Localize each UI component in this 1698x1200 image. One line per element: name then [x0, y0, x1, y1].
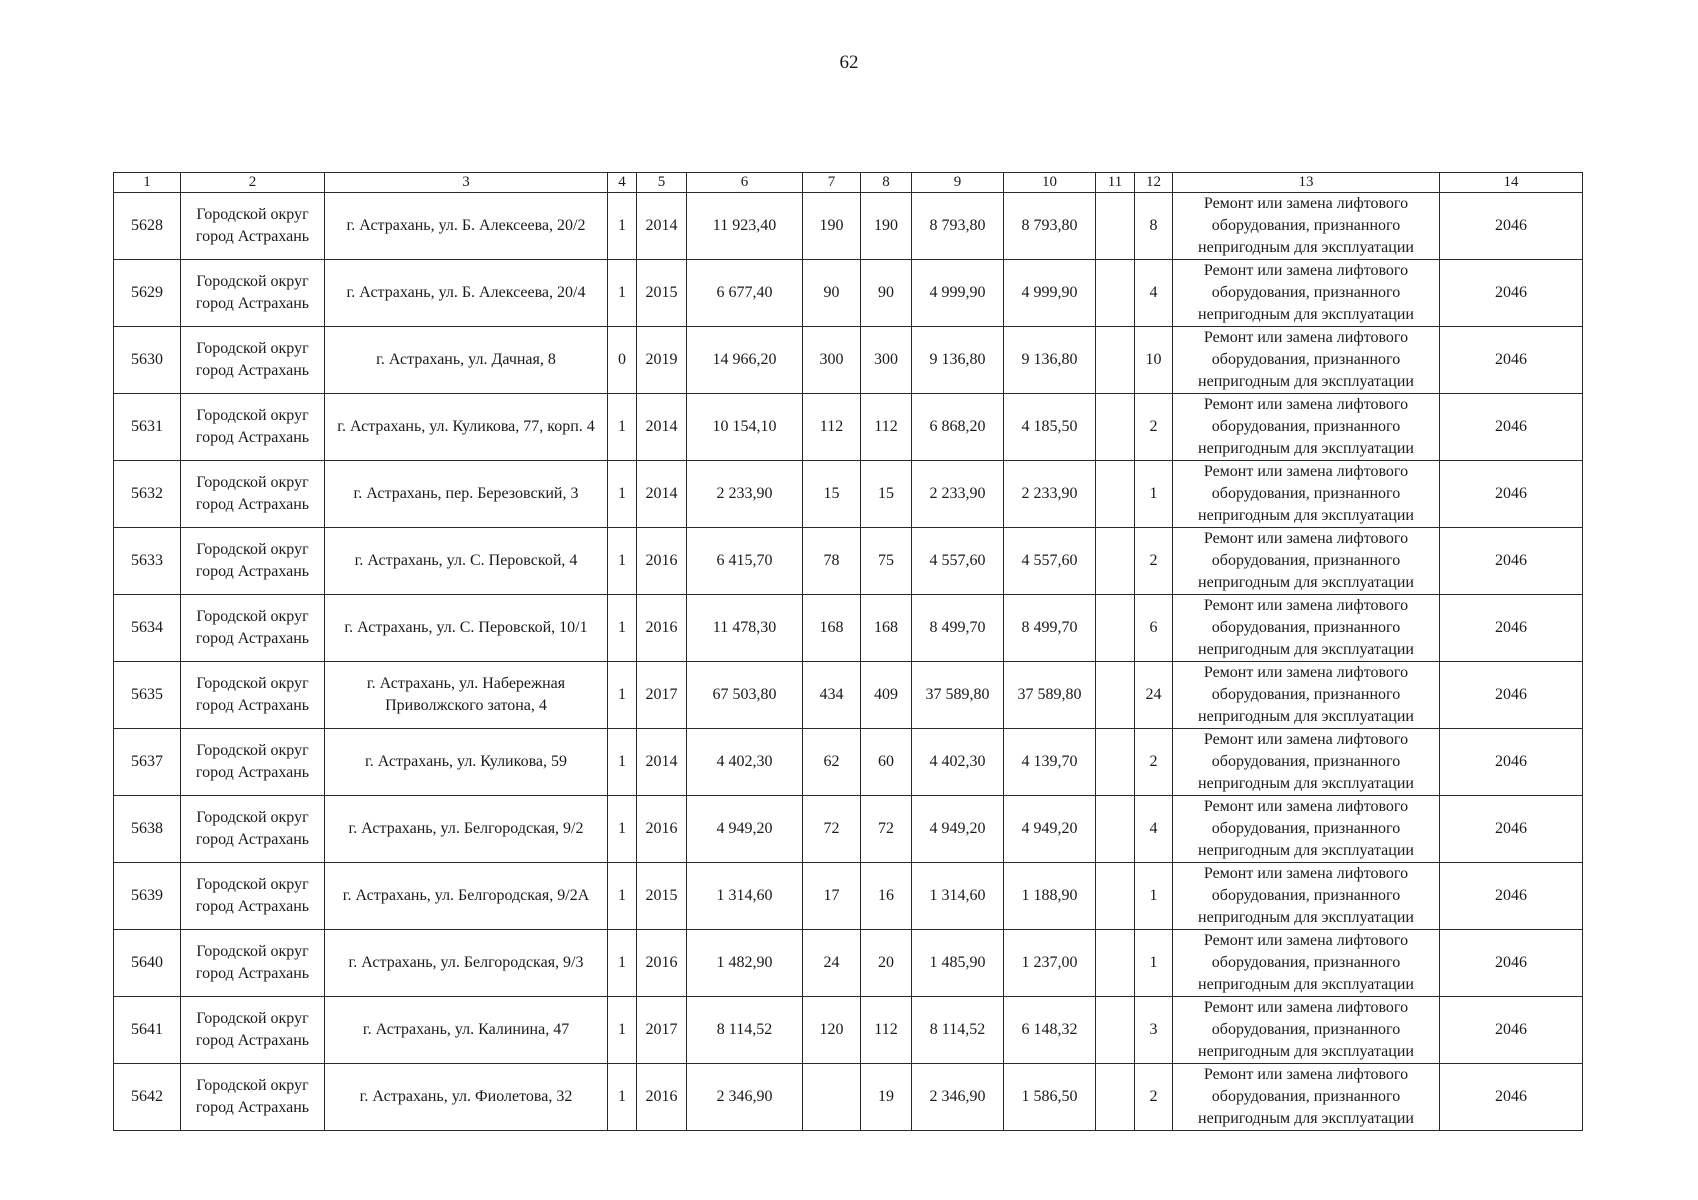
municipality-cell — [181, 461, 325, 528]
column-10-cell: 2 233,90 — [1004, 461, 1096, 528]
work-type-line: непригодным для эксплуатации — [1198, 909, 1414, 926]
municipality-line: Городской округ — [196, 407, 309, 424]
work-type-line: Ремонт или замена лифтового — [1203, 329, 1409, 346]
work-type-line: оборудования, признанного — [1211, 284, 1401, 301]
column-6-cell: 14 966,20 — [687, 327, 803, 394]
column-6-cell: 8 114,52 — [687, 997, 803, 1064]
column-9-cell: 8 114,52 — [912, 997, 1004, 1064]
column-10-cell: 1 188,90 — [1004, 863, 1096, 930]
column-4-cell: 1 — [608, 1064, 637, 1131]
column-number-header: 13 — [1173, 173, 1440, 193]
table-row — [114, 193, 1583, 260]
record-number-cell: 5633 — [114, 528, 181, 595]
municipality-line: Городской округ — [196, 608, 309, 625]
address-cell: г. Астрахань, ул. Калинина, 47 — [325, 997, 608, 1064]
work-type-line: непригодным для эксплуатации — [1198, 373, 1414, 390]
municipality-line: Городской округ — [196, 876, 309, 893]
column-8-cell: 75 — [861, 528, 912, 595]
column-12-cell: 1 — [1135, 863, 1173, 930]
record-number-cell: 5640 — [114, 930, 181, 997]
column-6-cell: 2 346,90 — [687, 1064, 803, 1131]
column-8-cell: 16 — [861, 863, 912, 930]
column-4-cell: 1 — [608, 193, 637, 260]
column-7-cell: 434 — [803, 662, 861, 729]
municipality-line: город Астрахань — [195, 362, 310, 379]
column-11-cell — [1096, 461, 1135, 528]
municipality-line: город Астрахань — [195, 1032, 310, 1049]
column-11-cell — [1096, 394, 1135, 461]
municipality-line: город Астрахань — [195, 295, 310, 312]
work-type-cell — [1173, 729, 1440, 796]
column-8-cell: 409 — [861, 662, 912, 729]
address-cell: г. Астрахань, ул. Фиолетова, 32 — [325, 1064, 608, 1131]
municipality-line: город Астрахань — [195, 1099, 310, 1116]
column-6-cell: 1 314,60 — [687, 863, 803, 930]
work-type-line: непригодным для эксплуатации — [1198, 507, 1414, 524]
year-cell: 2014 — [637, 394, 687, 461]
work-type-cell — [1173, 193, 1440, 260]
column-7-cell: 17 — [803, 863, 861, 930]
column-9-cell: 8 793,80 — [912, 193, 1004, 260]
column-6-cell: 6 415,70 — [687, 528, 803, 595]
work-type-line: Ремонт или замена лифтового — [1203, 1066, 1409, 1083]
record-number-cell: 5639 — [114, 863, 181, 930]
column-10-cell: 37 589,80 — [1004, 662, 1096, 729]
column-9-cell: 4 402,30 — [912, 729, 1004, 796]
work-type-cell — [1173, 662, 1440, 729]
column-4-cell: 1 — [608, 528, 637, 595]
address-cell: г. Астрахань, ул. Белгородская, 9/2А — [325, 863, 608, 930]
work-type-line: непригодным для эксплуатации — [1198, 1043, 1414, 1060]
page-number: 62 — [839, 52, 859, 73]
table-header — [114, 173, 1583, 193]
column-11-cell — [1096, 997, 1135, 1064]
record-number-cell: 5630 — [114, 327, 181, 394]
column-6-cell: 4 949,20 — [687, 796, 803, 863]
address-cell: г. Астрахань, ул. Куликова, 59 — [325, 729, 608, 796]
work-type-line: Ремонт или замена лифтового — [1203, 463, 1409, 480]
column-number-header: 3 — [325, 173, 608, 193]
municipality-cell — [181, 1064, 325, 1131]
completion-year-cell: 2046 — [1440, 863, 1583, 930]
column-number-header: 9 — [912, 173, 1004, 193]
municipality-line: Городской округ — [196, 809, 309, 826]
column-12-cell: 2 — [1135, 394, 1173, 461]
address-cell: г. Астрахань, ул. Белгородская, 9/2 — [325, 796, 608, 863]
column-6-cell: 2 233,90 — [687, 461, 803, 528]
column-6-cell: 4 402,30 — [687, 729, 803, 796]
column-12-cell: 6 — [1135, 595, 1173, 662]
column-4-cell: 1 — [608, 930, 637, 997]
work-type-line: оборудования, признанного — [1211, 753, 1401, 770]
column-number-header: 10 — [1004, 173, 1096, 193]
column-4-cell: 0 — [608, 327, 637, 394]
column-4-cell: 1 — [608, 662, 637, 729]
work-type-line: Ремонт или замена лифтового — [1203, 396, 1409, 413]
column-10-cell: 4 557,60 — [1004, 528, 1096, 595]
work-type-cell — [1173, 1064, 1440, 1131]
year-cell: 2014 — [637, 729, 687, 796]
column-11-cell — [1096, 528, 1135, 595]
column-7-cell: 120 — [803, 997, 861, 1064]
municipality-cell — [181, 863, 325, 930]
column-4-cell: 1 — [608, 796, 637, 863]
completion-year-cell: 2046 — [1440, 461, 1583, 528]
column-10-cell: 4 185,50 — [1004, 394, 1096, 461]
work-type-line: Ремонт или замена лифтового — [1203, 865, 1409, 882]
completion-year-cell: 2046 — [1440, 662, 1583, 729]
work-type-line: Ремонт или замена лифтового — [1203, 262, 1409, 279]
municipality-line: Городской округ — [196, 474, 309, 491]
column-11-cell — [1096, 930, 1135, 997]
column-9-cell: 37 589,80 — [912, 662, 1004, 729]
year-cell: 2016 — [637, 930, 687, 997]
column-4-cell: 1 — [608, 863, 637, 930]
completion-year-cell: 2046 — [1440, 729, 1583, 796]
work-type-cell — [1173, 595, 1440, 662]
municipality-cell — [181, 394, 325, 461]
column-12-cell: 1 — [1135, 461, 1173, 528]
column-7-cell: 24 — [803, 930, 861, 997]
work-type-line: Ремонт или замена лифтового — [1203, 195, 1409, 212]
table-row — [114, 930, 1583, 997]
column-11-cell — [1096, 1064, 1135, 1131]
address-cell: г. Астрахань, ул. Б. Алексеева, 20/4 — [325, 260, 608, 327]
table-row — [114, 394, 1583, 461]
column-4-cell: 1 — [608, 595, 637, 662]
work-type-line: оборудования, признанного — [1211, 686, 1401, 703]
work-type-line: непригодным для эксплуатации — [1198, 1110, 1414, 1127]
municipality-line: город Астрахань — [195, 429, 310, 446]
column-12-cell: 2 — [1135, 528, 1173, 595]
work-type-line: непригодным для эксплуатации — [1198, 708, 1414, 725]
column-12-cell: 1 — [1135, 930, 1173, 997]
address-cell: г. Астрахань, ул. Дачная, 8 — [325, 327, 608, 394]
municipality-line: Городской округ — [196, 340, 309, 357]
column-10-cell: 1 237,00 — [1004, 930, 1096, 997]
work-type-cell — [1173, 327, 1440, 394]
municipality-cell — [181, 930, 325, 997]
column-number-header: 5 — [637, 173, 687, 193]
completion-year-cell: 2046 — [1440, 1064, 1583, 1131]
work-type-line: оборудования, признанного — [1211, 485, 1401, 502]
year-cell: 2016 — [637, 1064, 687, 1131]
municipality-cell — [181, 193, 325, 260]
column-number-header: 11 — [1096, 173, 1135, 193]
work-type-line: непригодным для эксплуатации — [1198, 976, 1414, 993]
address-cell: г. Астрахань, ул. Набережная Приволжского затона, 4 — [325, 662, 608, 729]
column-7-cell: 112 — [803, 394, 861, 461]
address-cell: г. Астрахань, ул. Белгородская, 9/3 — [325, 930, 608, 997]
municipality-line: Городской округ — [196, 742, 309, 759]
column-12-cell: 4 — [1135, 260, 1173, 327]
completion-year-cell: 2046 — [1440, 193, 1583, 260]
column-7-cell: 78 — [803, 528, 861, 595]
year-cell: 2016 — [637, 528, 687, 595]
table-row — [114, 595, 1583, 662]
column-6-cell: 6 677,40 — [687, 260, 803, 327]
year-cell: 2016 — [637, 595, 687, 662]
column-7-cell: 15 — [803, 461, 861, 528]
municipality-line: Городской округ — [196, 1010, 309, 1027]
record-number-cell: 5635 — [114, 662, 181, 729]
work-type-line: оборудования, признанного — [1211, 954, 1401, 971]
work-type-cell — [1173, 796, 1440, 863]
column-11-cell — [1096, 327, 1135, 394]
work-type-line: непригодным для эксплуатации — [1198, 842, 1414, 859]
work-type-line: непригодным для эксплуатации — [1198, 440, 1414, 457]
column-10-cell: 9 136,80 — [1004, 327, 1096, 394]
work-type-line: оборудования, признанного — [1211, 619, 1401, 636]
column-11-cell — [1096, 595, 1135, 662]
column-12-cell: 8 — [1135, 193, 1173, 260]
column-11-cell — [1096, 260, 1135, 327]
table-row — [114, 997, 1583, 1064]
column-12-cell: 4 — [1135, 796, 1173, 863]
column-number-header: 12 — [1135, 173, 1173, 193]
column-11-cell — [1096, 193, 1135, 260]
column-8-cell: 112 — [861, 394, 912, 461]
column-number-header: 8 — [861, 173, 912, 193]
column-number-header: 2 — [181, 173, 325, 193]
column-8-cell: 60 — [861, 729, 912, 796]
column-12-cell: 24 — [1135, 662, 1173, 729]
work-type-cell — [1173, 461, 1440, 528]
municipality-line: город Астрахань — [195, 965, 310, 982]
municipality-line: город Астрахань — [195, 563, 310, 580]
completion-year-cell: 2046 — [1440, 394, 1583, 461]
column-6-cell: 67 503,80 — [687, 662, 803, 729]
column-8-cell: 112 — [861, 997, 912, 1064]
work-type-line: непригодным для эксплуатации — [1198, 574, 1414, 591]
address-cell: г. Астрахань, пер. Березовский, 3 — [325, 461, 608, 528]
column-9-cell: 4 999,90 — [912, 260, 1004, 327]
table-body — [114, 193, 1583, 1131]
municipality-line: Городской округ — [196, 675, 309, 692]
column-10-cell: 4 999,90 — [1004, 260, 1096, 327]
work-type-cell — [1173, 930, 1440, 997]
work-type-cell — [1173, 394, 1440, 461]
work-type-line: Ремонт или замена лифтового — [1203, 731, 1409, 748]
column-8-cell: 190 — [861, 193, 912, 260]
municipality-line: город Астрахань — [195, 228, 310, 245]
municipality-cell — [181, 260, 325, 327]
municipality-line: город Астрахань — [195, 764, 310, 781]
municipality-line: город Астрахань — [195, 898, 310, 915]
work-type-line: оборудования, признанного — [1211, 1088, 1401, 1105]
record-number-cell: 5637 — [114, 729, 181, 796]
record-number-cell: 5632 — [114, 461, 181, 528]
record-number-cell: 5629 — [114, 260, 181, 327]
completion-year-cell: 2046 — [1440, 528, 1583, 595]
column-4-cell: 1 — [608, 997, 637, 1064]
work-type-line: оборудования, признанного — [1211, 1021, 1401, 1038]
table-row — [114, 729, 1583, 796]
year-cell: 2014 — [637, 193, 687, 260]
work-type-line: оборудования, признанного — [1211, 552, 1401, 569]
work-type-line: Ремонт или замена лифтового — [1203, 932, 1409, 949]
work-type-line: Ремонт или замена лифтового — [1203, 597, 1409, 614]
table-row — [114, 863, 1583, 930]
column-7-cell: 90 — [803, 260, 861, 327]
work-type-line: оборудования, признанного — [1211, 351, 1401, 368]
completion-year-cell: 2046 — [1440, 327, 1583, 394]
table-row — [114, 327, 1583, 394]
municipality-cell — [181, 729, 325, 796]
municipality-line: город Астрахань — [195, 630, 310, 647]
completion-year-cell: 2046 — [1440, 260, 1583, 327]
column-7-cell: 190 — [803, 193, 861, 260]
municipality-line: Городской округ — [196, 1077, 309, 1094]
column-12-cell: 2 — [1135, 729, 1173, 796]
column-7-cell: 62 — [803, 729, 861, 796]
column-number-header: 1 — [114, 173, 181, 193]
address-cell: г. Астрахань, ул. Б. Алексеева, 20/2 — [325, 193, 608, 260]
column-8-cell: 90 — [861, 260, 912, 327]
work-type-line: Ремонт или замена лифтового — [1203, 530, 1409, 547]
column-6-cell: 10 154,10 — [687, 394, 803, 461]
table-row — [114, 528, 1583, 595]
column-11-cell — [1096, 863, 1135, 930]
municipality-cell — [181, 528, 325, 595]
work-type-cell — [1173, 260, 1440, 327]
work-type-cell — [1173, 528, 1440, 595]
address-cell: г. Астрахань, ул. С. Перовской, 10/1 — [325, 595, 608, 662]
column-8-cell: 300 — [861, 327, 912, 394]
column-10-cell: 6 148,32 — [1004, 997, 1096, 1064]
column-8-cell: 15 — [861, 461, 912, 528]
work-type-line: непригодным для эксплуатации — [1198, 775, 1414, 792]
record-number-cell: 5628 — [114, 193, 181, 260]
year-cell: 2016 — [637, 796, 687, 863]
column-10-cell: 4 139,70 — [1004, 729, 1096, 796]
completion-year-cell: 2046 — [1440, 796, 1583, 863]
column-4-cell: 1 — [608, 461, 637, 528]
column-9-cell: 1 485,90 — [912, 930, 1004, 997]
record-number-cell: 5641 — [114, 997, 181, 1064]
work-type-line: непригодным для эксплуатации — [1198, 239, 1414, 256]
column-9-cell: 1 314,60 — [912, 863, 1004, 930]
work-type-line: Ремонт или замена лифтового — [1203, 664, 1409, 681]
column-4-cell: 1 — [608, 394, 637, 461]
municipality-cell — [181, 327, 325, 394]
municipality-line: город Астрахань — [195, 496, 310, 513]
record-number-cell: 5631 — [114, 394, 181, 461]
column-12-cell: 10 — [1135, 327, 1173, 394]
municipality-cell — [181, 595, 325, 662]
work-type-line: оборудования, признанного — [1211, 820, 1401, 837]
work-type-line: непригодным для эксплуатации — [1198, 641, 1414, 658]
address-cell: г. Астрахань, ул. Куликова, 77, корп. 4 — [325, 394, 608, 461]
year-cell: 2015 — [637, 260, 687, 327]
work-type-line: непригодным для эксплуатации — [1198, 306, 1414, 323]
column-8-cell: 20 — [861, 930, 912, 997]
column-9-cell: 6 868,20 — [912, 394, 1004, 461]
municipality-cell — [181, 662, 325, 729]
column-8-cell: 168 — [861, 595, 912, 662]
municipality-line: город Астрахань — [195, 831, 310, 848]
column-8-cell: 72 — [861, 796, 912, 863]
column-7-cell: 168 — [803, 595, 861, 662]
column-9-cell: 9 136,80 — [912, 327, 1004, 394]
address-cell: г. Астрахань, ул. С. Перовской, 4 — [325, 528, 608, 595]
column-9-cell: 2 233,90 — [912, 461, 1004, 528]
work-type-line: оборудования, признанного — [1211, 887, 1401, 904]
column-number-header: 6 — [687, 173, 803, 193]
column-6-cell: 11 923,40 — [687, 193, 803, 260]
column-9-cell: 4 949,20 — [912, 796, 1004, 863]
column-8-cell: 19 — [861, 1064, 912, 1131]
municipality-line: Городской округ — [196, 541, 309, 558]
municipality-cell — [181, 997, 325, 1064]
column-4-cell: 1 — [608, 260, 637, 327]
year-cell: 2014 — [637, 461, 687, 528]
record-number-cell: 5642 — [114, 1064, 181, 1131]
column-9-cell: 2 346,90 — [912, 1064, 1004, 1131]
work-type-cell — [1173, 997, 1440, 1064]
column-number-row — [114, 173, 1583, 193]
column-9-cell: 4 557,60 — [912, 528, 1004, 595]
column-7-cell — [803, 1064, 861, 1131]
work-type-line: Ремонт или замена лифтового — [1203, 999, 1409, 1016]
table-row — [114, 1064, 1583, 1131]
year-cell: 2017 — [637, 662, 687, 729]
column-7-cell: 300 — [803, 327, 861, 394]
completion-year-cell: 2046 — [1440, 930, 1583, 997]
municipality-line: город Астрахань — [195, 697, 310, 714]
table-row — [114, 260, 1583, 327]
column-11-cell — [1096, 662, 1135, 729]
year-cell: 2015 — [637, 863, 687, 930]
column-12-cell: 3 — [1135, 997, 1173, 1064]
column-4-cell: 1 — [608, 729, 637, 796]
completion-year-cell: 2046 — [1440, 997, 1583, 1064]
municipality-line: Городской округ — [196, 273, 309, 290]
table-row — [114, 796, 1583, 863]
column-10-cell: 4 949,20 — [1004, 796, 1096, 863]
work-type-line: оборудования, признанного — [1211, 217, 1401, 234]
column-10-cell: 8 499,70 — [1004, 595, 1096, 662]
work-type-cell — [1173, 863, 1440, 930]
record-number-cell: 5638 — [114, 796, 181, 863]
column-7-cell: 72 — [803, 796, 861, 863]
column-number-header: 4 — [608, 173, 637, 193]
column-9-cell: 8 499,70 — [912, 595, 1004, 662]
work-type-line: оборудования, признанного — [1211, 418, 1401, 435]
column-12-cell: 2 — [1135, 1064, 1173, 1131]
column-number-header: 7 — [803, 173, 861, 193]
column-6-cell: 1 482,90 — [687, 930, 803, 997]
column-11-cell — [1096, 796, 1135, 863]
table-row — [114, 662, 1583, 729]
completion-year-cell: 2046 — [1440, 595, 1583, 662]
column-6-cell: 11 478,30 — [687, 595, 803, 662]
column-11-cell — [1096, 729, 1135, 796]
work-type-line: Ремонт или замена лифтового — [1203, 798, 1409, 815]
year-cell: 2017 — [637, 997, 687, 1064]
record-number-cell: 5634 — [114, 595, 181, 662]
registry-table — [113, 172, 1583, 1131]
column-10-cell: 8 793,80 — [1004, 193, 1096, 260]
municipality-line: Городской округ — [196, 206, 309, 223]
column-number-header: 14 — [1440, 173, 1583, 193]
municipality-cell — [181, 796, 325, 863]
year-cell: 2019 — [637, 327, 687, 394]
table-row — [114, 461, 1583, 528]
column-10-cell: 1 586,50 — [1004, 1064, 1096, 1131]
municipality-line: Городской округ — [196, 943, 309, 960]
